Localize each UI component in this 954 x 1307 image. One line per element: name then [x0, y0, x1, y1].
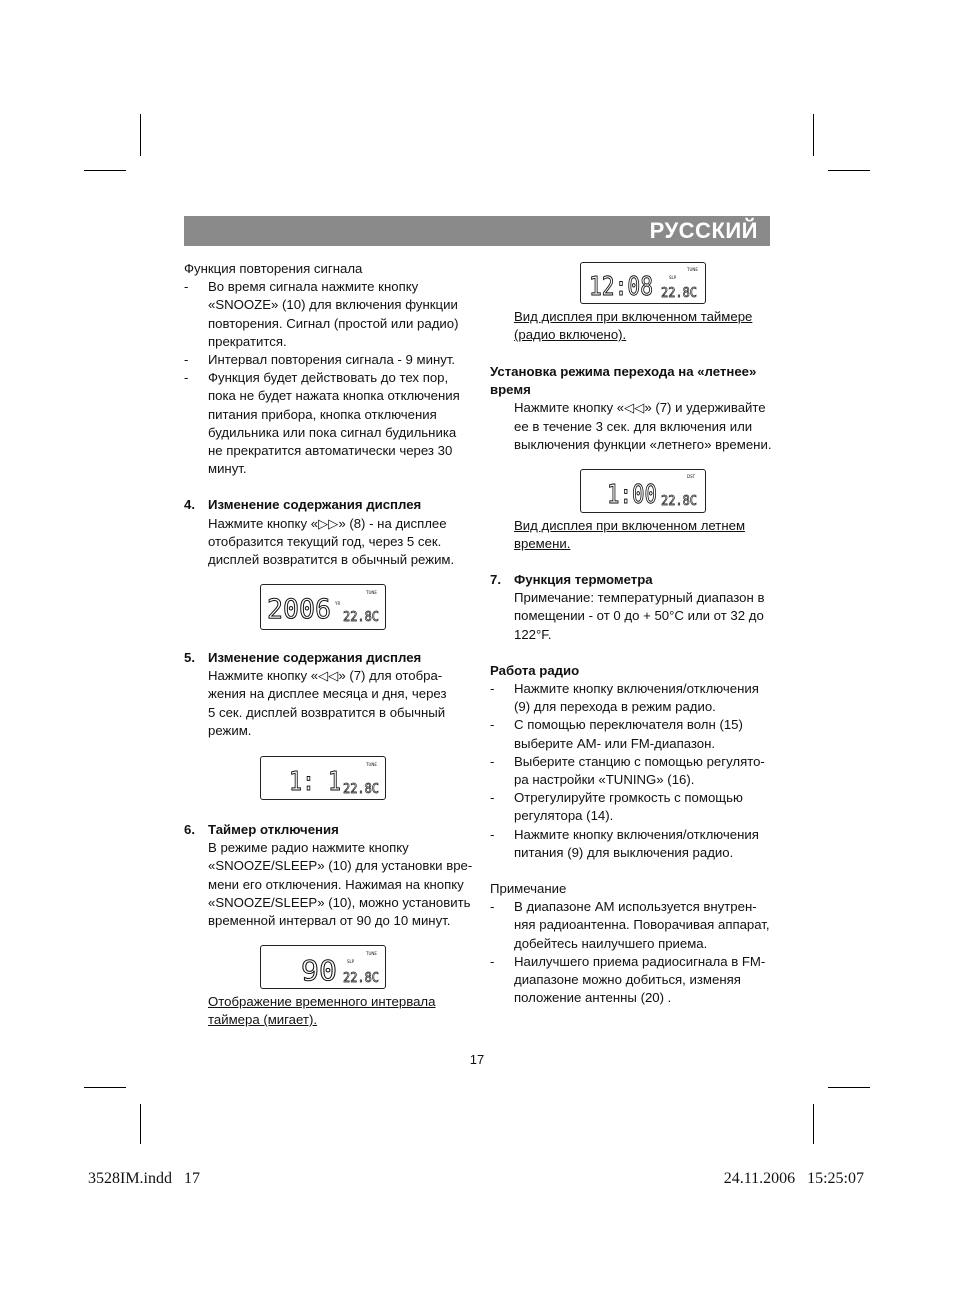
- lcd-temperature: 22.8C: [661, 494, 697, 509]
- sleep-caption: Отображение временного интервала таймера (мигает).: [208, 994, 436, 1028]
- radio-title: Работа радио: [490, 662, 580, 678]
- section-7-body: Примечание: температурный диапазон в помещении - от 0 до + 50°C или от 32 до 122°F.: [514, 590, 765, 642]
- list-item: - Наилучшего приема радиосигнала в FM- диапазоне можно добиться, изменяя положение антенны (20) .: [490, 953, 766, 1006]
- lcd-tag: TUNE: [366, 951, 377, 956]
- crop-mark: [828, 170, 870, 171]
- crop-mark: [828, 1087, 870, 1088]
- print-timestamp: 24.11.2006 15:25:07: [723, 1170, 864, 1187]
- language-header-bar: [184, 216, 770, 246]
- crop-mark: [813, 114, 814, 156]
- lcd-sleep-display: [260, 945, 386, 989]
- right-column-lower: [490, 571, 784, 1007]
- lcd-tag: SLP: [347, 959, 355, 964]
- dst-caption: Вид дисплея при включенном летнем времени.: [514, 518, 746, 552]
- crop-mark: [140, 114, 141, 156]
- lcd-main-digits: 12:08: [589, 272, 653, 302]
- lcd-tag: TUNE: [366, 590, 377, 595]
- dst-body: Нажмите кнопку «◁◁» (7) и удерживайте ее в течение 3 сек. для включения или выключения функции «летнего» времени.: [514, 400, 772, 452]
- lcd-date-display: [260, 756, 386, 800]
- section-5-title: 5. Изменение содержания дисплея: [184, 650, 422, 665]
- section-7-title: 7. Функция термометра: [490, 572, 653, 587]
- section-4-title: 4. Изменение содержания дисплея: [184, 497, 422, 513]
- section-4-body: Нажмите кнопку «▷▷» (8) - на дисплее отобразится текущий год, через 5 сек. дисплей возвратится в обычный режим.: [208, 515, 455, 568]
- list-item: - Отрегулируйте громкость с помощью регулятора (14).: [490, 790, 743, 824]
- lcd-year-display: [260, 584, 386, 630]
- list-item: - Выберите станцию с помощью регулято- ра настройки «TUNING» (16).: [490, 753, 765, 788]
- lcd-temperature: 22.8C: [343, 971, 379, 986]
- lcd-main-digits: 2006: [267, 594, 331, 625]
- section-6-body: В режиме радио нажмите кнопку «SNOOZE/SLEEP» (10) для установки вре- мени его отключения. Нажимая на кнопку «SNOOZE/SLEEP» (10), можно установить временной интервал от 90 до 10 минут.: [208, 840, 473, 929]
- file-slug: 3528IM.indd 17: [88, 1170, 200, 1187]
- left-column-part3: [184, 821, 474, 930]
- lcd-tag: SLP: [669, 275, 677, 280]
- section-6-title: 6. Таймер отключения: [184, 822, 339, 837]
- page-number: 17: [469, 1052, 485, 1067]
- lcd-tag: DST: [687, 474, 696, 479]
- lcd-tag: TUNE: [366, 762, 377, 767]
- list-item: - Функция будет действовать до тех пор, пока не будет нажата кнопка отключения питания прибора, кнопка отключения будильника или пока сигнал будильника не прекратится автоматически через 30 минут.: [184, 370, 460, 477]
- list-item: - Во время сигнала нажмите кнопку «SNOOZE» (10) для включения функции повторения. Сигнал (простой или радио) прекратится.: [184, 279, 459, 349]
- timer-caption: Вид дисплея при включенном таймере (радио включено).: [514, 309, 753, 343]
- lcd-main-digits: 1: 1: [289, 767, 341, 797]
- lcd-temperature: 22.8C: [343, 610, 379, 625]
- lcd-tag: TUNE: [687, 267, 698, 272]
- section-5-body: Нажмите кнопку «◁◁» (7) для отобра- жения на дисплее месяца и дня, через 5 сек. дисплей возвратится в обычный режим.: [208, 668, 447, 738]
- list-item: - Нажмите кнопку включения/отключения (9) для перехода в режим радио.: [490, 681, 759, 715]
- lcd-temperature: 22.8C: [343, 782, 379, 797]
- crop-mark: [84, 1087, 126, 1088]
- lcd-tag: YR: [335, 601, 341, 606]
- list-item: - Нажмите кнопку включения/отключения питания (9) для выключения радио.: [490, 826, 759, 860]
- dst-title: Установка режима перехода на «летнее»: [490, 364, 757, 379]
- crop-mark: [813, 1104, 814, 1144]
- lcd-temperature: 22.8C: [661, 286, 697, 301]
- left-column-part2: [184, 649, 474, 740]
- list-item: - В диапазоне AM используется внутрен- няя радиоантенна. Поворачивая аппарат, добейтесь наилучшего приема.: [490, 899, 770, 951]
- list-item: - С помощью переключателя волн (15) выберите AM- или FM-диапазон.: [490, 717, 743, 751]
- snooze-heading: Функция повторения сигнала: [184, 261, 363, 276]
- lcd-main-digits: 1:00: [607, 480, 657, 510]
- language-title: РУССКИЙ: [649, 218, 758, 243]
- left-column: [184, 260, 474, 569]
- lcd-timer-display: [580, 262, 706, 304]
- lcd-dst-display: [580, 469, 706, 513]
- lcd-main-digits: 90: [301, 954, 337, 987]
- crop-mark: [140, 1104, 141, 1144]
- list-item: - Интервал повторения сигнала - 9 минут.: [184, 352, 456, 368]
- crop-mark: [84, 170, 126, 171]
- note-title: Примечание: [490, 881, 567, 897]
- dst-section: Установка режима перехода на «летнее» время Нажмите кнопку «◁◁» (7) и удерживайте ее в течение 3 сек. для включения или выключения функции «летнего» времени.: [490, 363, 784, 454]
